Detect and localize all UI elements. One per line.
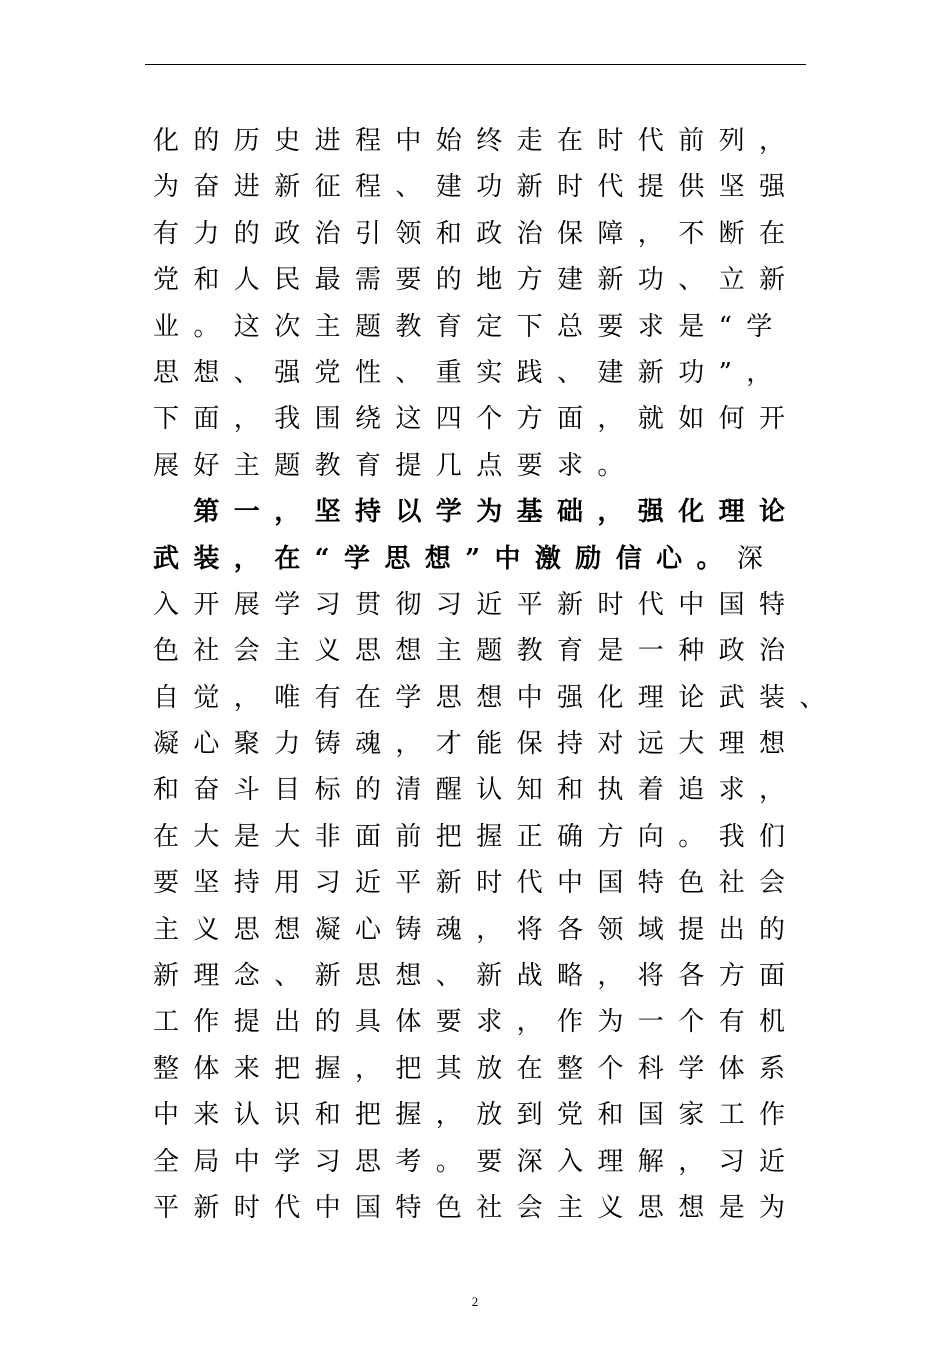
text-line — [153, 304, 793, 350]
text-segment: 和奋斗目标的清醒认知和执着追求， — [153, 775, 800, 806]
text-segment: 业。这次主题教育定下总要求是“学 — [153, 311, 787, 342]
text-line — [153, 1139, 800, 1185]
text-segment: 主义思想凝心铸魂，将各领域提出的 — [153, 914, 800, 945]
text-line — [153, 953, 800, 999]
text-segment: 深 — [736, 543, 778, 574]
text-line — [153, 721, 800, 767]
text-segment: 入开展学习贯彻习近平新时代中国特 — [153, 589, 800, 620]
text-line — [153, 999, 800, 1045]
text-line — [153, 1185, 800, 1231]
text-segment: 党和人民最需要的地方建新功、立新 — [153, 265, 800, 296]
text-line — [153, 814, 800, 860]
text-line — [153, 1046, 800, 1092]
bold-text-segment: 武装，在“学思想”中激励信心。 — [153, 543, 737, 574]
document-body — [153, 118, 840, 1231]
text-line — [153, 675, 840, 721]
text-segment: 自觉，唯有在学思想中强化理论武装、 — [153, 682, 840, 713]
text-line — [153, 350, 793, 396]
text-segment: 有力的政治引领和政治保障，不断在 — [153, 218, 800, 249]
text-line — [153, 489, 800, 535]
text-line — [153, 628, 800, 674]
text-segment: 要坚持用习近平新时代中国特色社会 — [153, 868, 800, 899]
text-segment: 下面，我围绕这四个方面，就如何开 — [153, 404, 800, 435]
text-segment: 整体来把握，把其放在整个科学体系 — [153, 1053, 800, 1084]
text-segment: 全局中学习思考。要深入理解，习近 — [153, 1146, 800, 1177]
text-line — [153, 443, 793, 489]
text-segment: 展好主题教育提几点要求。 — [153, 450, 638, 481]
text-line — [153, 164, 800, 210]
text-segment: 为奋进新征程、建功新时代提供坚强 — [153, 172, 800, 203]
text-segment: 凝心聚力铸魂，才能保持对远大理想 — [153, 729, 800, 760]
text-line — [153, 860, 800, 906]
text-line — [153, 211, 800, 257]
text-segment: 色社会主义思想主题教育是一种政治 — [153, 636, 800, 667]
text-line — [153, 536, 793, 582]
text-line — [153, 1092, 800, 1138]
text-line — [153, 257, 800, 303]
text-segment: 新理念、新思想、新战略，将各方面 — [153, 961, 800, 992]
text-line — [153, 396, 800, 442]
text-segment: 工作提出的具体要求，作为一个有机 — [153, 1007, 800, 1038]
text-line — [153, 582, 800, 628]
text-segment: 平新时代中国特色社会主义思想是为 — [153, 1192, 800, 1223]
text-segment: 思想、强党性、重实践、建新功”， — [153, 357, 787, 388]
bold-text-segment: 第一，坚持以学为基础，强化理论 — [153, 497, 800, 528]
text-segment: 在大是大非面前把握正确方向。我们 — [153, 821, 800, 852]
text-segment: 化的历史进程中始终走在时代前列， — [153, 126, 800, 156]
header-rule — [145, 64, 806, 65]
text-line — [153, 767, 800, 813]
text-segment: 中来认识和把握，放到党和国家工作 — [153, 1100, 800, 1131]
page-number: 2 — [471, 1294, 479, 1309]
text-line — [153, 907, 800, 953]
text-line — [153, 118, 800, 164]
